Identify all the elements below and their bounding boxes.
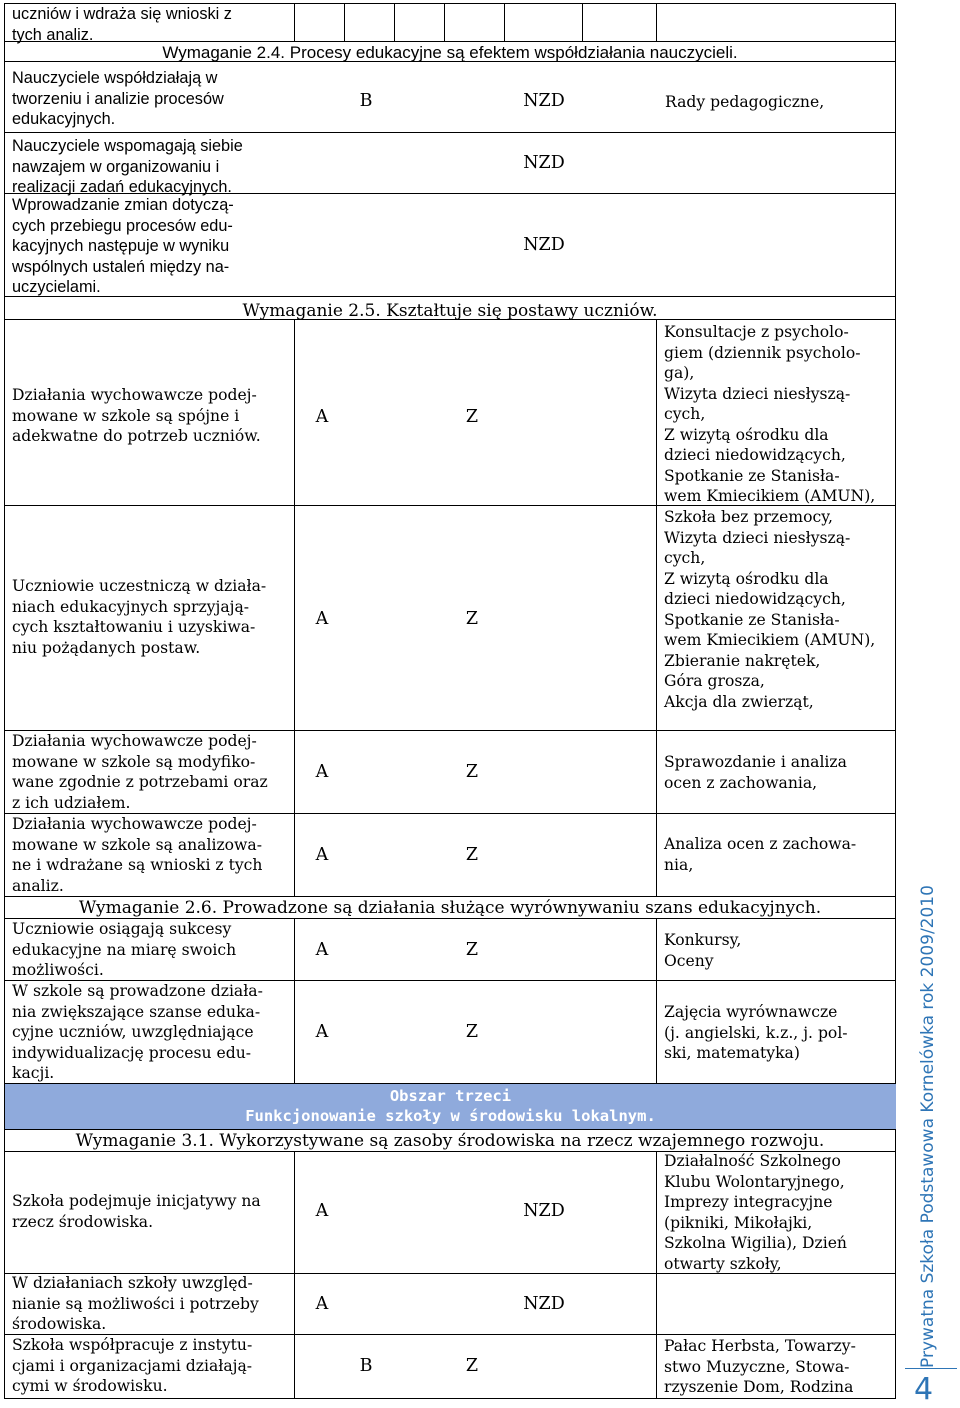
evaluation-table <box>4 3 896 1399</box>
criterion-text: Działania wychowawcze podej- mowane w szkole są analizowa- ne i wdrażane są wnioski z tych analiz. <box>12 815 263 895</box>
evidence-text: Szkoła bez przemocy, Wizyta dzieci niesłyszą- cych, Z wizytą ośrodku dla dzieci niedowidzących, Spotkanie ze Stanisła- wem Kmiecikiem (AMUN), Zbieranie nakrętek, Góra grosza, Akcja dla zwierząt, <box>664 508 876 711</box>
column-divider <box>394 3 395 41</box>
status-mark: NZD <box>523 1201 565 1221</box>
area-header-band <box>5 1084 896 1129</box>
area-subtitle: Funkcjonowanie szkoły w środowisku lokalnym. <box>245 1107 656 1125</box>
evidence-text: Pałac Herbsta, Towarzy- stwo Muzyczne, Stowa- rzyszenie Dom, Rodzina <box>664 1337 856 1396</box>
status-mark: Z <box>465 1022 479 1042</box>
table-border-right <box>895 3 896 1399</box>
criterion-text: Uczniowie osiągają sukcesy edukacyjne na miarę swoich możliwości. <box>12 920 237 979</box>
criterion-text: Szkoła współpracuje z instytu- cjami i organizacjami działają- cymi w środowisku. <box>12 1336 253 1395</box>
row-divider <box>4 1129 896 1130</box>
status-mark: Z <box>465 845 479 865</box>
evidence-text: Analiza ocen z zachowa- nia, <box>664 835 857 874</box>
level-mark: B <box>359 91 373 111</box>
requirement-heading: Wymaganie 2.4. Procesy edukacyjne są efektem współdziałania nauczycieli. <box>162 43 738 62</box>
requirement-heading: Wymaganie 3.1. Wykorzystywane są zasoby środowiska na rzecz wzajemnego rozwoju. <box>75 1131 825 1151</box>
level-mark: A <box>315 845 329 865</box>
column-divider <box>344 3 345 41</box>
table-border-left <box>4 3 5 1399</box>
requirement-heading: Wymaganie 2.6. Prowadzone są działania służące wyrównywaniu szans edukacyjnych. <box>78 898 822 918</box>
level-mark: A <box>315 940 329 960</box>
level-mark: B <box>359 1356 373 1376</box>
column-divider <box>444 3 445 41</box>
criterion-text: uczniów i wdraża się wnioski z tych analiz. <box>12 5 232 44</box>
evidence-text: Konsultacje z psycholo- giem (dziennik psycholo- ga), Wizyta dzieci niesłyszą- cych, Z wizytą ośrodku dla dzieci niedowidzących, Spotkanie ze Stanisła- wem Kmiecikiem (AMUN), <box>664 323 876 505</box>
column-divider <box>294 3 295 41</box>
page-number: 4 <box>914 1372 934 1407</box>
level-mark: A <box>315 609 329 629</box>
requirement-heading: Wymaganie 2.5. Kształtuje się postawy uczniów. <box>242 301 658 321</box>
evidence-text: Działalność Szkolnego Klubu Wolontaryjnego, Imprezy integracyjne (pikniki, Mikołajki, Szkolna Wigilia), Dzień otwarty szkoły, <box>664 1152 847 1273</box>
evidence-text: Sprawozdanie i analiza ocen z zachowania, <box>664 753 847 792</box>
level-mark: A <box>315 1201 329 1221</box>
table-border-bottom <box>4 1398 896 1399</box>
area-title: Obszar trzeci <box>389 1087 512 1105</box>
column-divider <box>294 918 295 1083</box>
level-mark: A <box>315 762 329 782</box>
evidence-text: Konkursy, Oceny <box>664 931 742 970</box>
status-mark: Z <box>465 1356 479 1376</box>
status-mark: NZD <box>523 235 565 255</box>
vertical-school-title: Prywatna Szkoła Podstawowa Kornelówka rok 2009/2010 <box>918 885 938 1368</box>
level-mark: A <box>315 407 329 427</box>
criterion-text: Działania wychowawcze podej- mowane w szkole są spójne i adekwatne do potrzeb uczniów. <box>12 386 261 445</box>
criterion-text: Nauczyciele wspomagają siebie nawzajem w organizowaniu i realizacji zadań edukacyjnych. <box>12 137 243 196</box>
column-divider <box>656 3 657 41</box>
column-divider <box>504 3 505 41</box>
evidence-text: Zajęcia wyrównawcze (j. angielski, k.z., j. pol- ski, matematyka) <box>664 1003 848 1062</box>
criterion-text: Wprowadzanie zmian dotyczą- cych przebiegu procesów edu- kacyjnych następuje w wyniku wspólnych ustaleń między na- uczycielami. <box>12 196 234 296</box>
status-mark: Z <box>465 762 479 782</box>
status-mark: NZD <box>523 91 565 111</box>
level-mark: A <box>315 1294 329 1314</box>
column-divider <box>582 3 583 41</box>
column-divider <box>294 1151 295 1399</box>
row-divider <box>4 132 896 133</box>
column-divider <box>656 319 657 896</box>
criterion-text: Uczniowie uczestniczą w działa- niach edukacyjnych sprzyjają- cych kształtowaniu i uzyskiwa- niu pożądanych postaw. <box>12 577 267 657</box>
status-mark: NZD <box>523 153 565 173</box>
criterion-text: W szkole są prowadzone działa- nia zwiększające szanse eduka- cyjne uczniów, uwzględniające indywidualizację procesu edu- kacji. <box>12 982 263 1082</box>
criterion-text: Szkoła podejmuje inicjatywy na rzecz środowiska. <box>12 1192 261 1231</box>
criterion-text: Działania wychowawcze podej- mowane w szkole są modyfiko- wane zgodnie z potrzebami oraz z ich udziałem. <box>12 732 268 812</box>
column-divider <box>656 1151 657 1399</box>
column-divider <box>656 918 657 1083</box>
status-mark: Z <box>465 407 479 427</box>
status-mark: Z <box>465 609 479 629</box>
status-mark: Z <box>465 940 479 960</box>
criterion-text: Nauczyciele współdziałają w tworzeniu i analizie procesów edukacyjnych. <box>12 69 224 128</box>
status-mark: NZD <box>523 1294 565 1314</box>
evidence-text: Rady pedagogiczne, <box>665 93 825 111</box>
level-mark: A <box>315 1022 329 1042</box>
side-divider <box>905 1368 957 1369</box>
row-divider <box>4 896 896 897</box>
column-divider <box>294 319 295 896</box>
criterion-text: W działaniach szkoły uwzględ- nianie są możliwości i potrzeby środowiska. <box>12 1274 259 1333</box>
